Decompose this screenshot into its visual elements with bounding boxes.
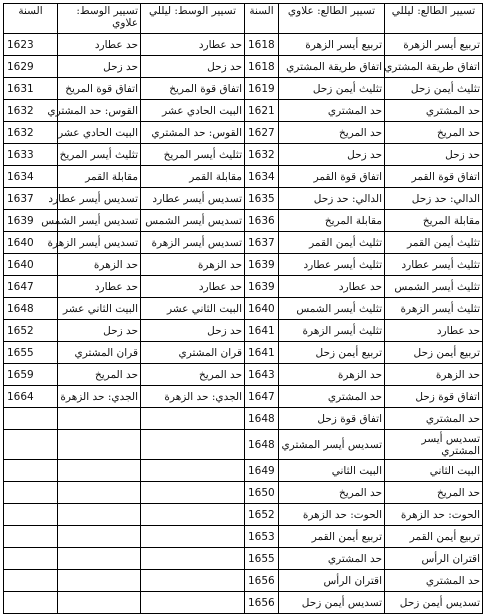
mid-alawi-cell: البيت الثاني عشر (58, 298, 141, 320)
year-asc-cell: 1639 (245, 254, 279, 276)
year-mid-cell: 1648 (4, 298, 58, 320)
table-row (4, 592, 483, 614)
asc-leili-cell: حد المشتري (385, 100, 483, 122)
table-row (4, 232, 483, 254)
year-asc-cell: 1619 (245, 78, 279, 100)
year-asc-cell: 1650 (245, 482, 279, 504)
year-mid-cell: 1633 (4, 144, 58, 166)
asc-alawi-cell: مقابلة المريخ (279, 210, 385, 232)
ephemeris-table (3, 3, 483, 614)
mid-alawi-cell: الجدي: حد الزهرة (58, 386, 141, 408)
header-row (4, 4, 483, 34)
asc-leili-cell: تثليث أيسر الزهرة (385, 298, 483, 320)
year-asc-cell: 1656 (245, 592, 279, 614)
mid-leili-cell: القوس: حد المشتري (141, 122, 245, 144)
table-row (4, 100, 483, 122)
year-asc-cell: 1649 (245, 460, 279, 482)
year-mid-cell (4, 504, 58, 526)
table-row (4, 254, 483, 276)
year-asc-cell: 1618 (245, 34, 279, 56)
asc-leili-cell: حد المشتري (385, 570, 483, 592)
asc-alawi-cell: تربيع أيسر الزهرة (279, 34, 385, 56)
table-row (4, 166, 483, 188)
asc-alawi-cell: حد المشتري (279, 100, 385, 122)
asc-leili-cell: تثليث أيسر الشمس (385, 276, 483, 298)
asc-alawi-cell: تربيع أيمن زحل (279, 342, 385, 364)
mid-alawi-cell: حد زحل (58, 56, 141, 78)
year-asc-cell: 1648 (245, 408, 279, 430)
table-row (4, 342, 483, 364)
header-asc-leili: تسيير الطالع: ليللي (385, 4, 483, 34)
mid-alawi-cell: قران المشتري (58, 342, 141, 364)
asc-leili-cell: اتفاق قوة زحل (385, 386, 483, 408)
table-row (4, 526, 483, 548)
asc-alawi-cell: البيت الثاني (279, 460, 385, 482)
mid-leili-cell: قران المشتري (141, 342, 245, 364)
mid-leili-cell (141, 592, 245, 614)
mid-alawi-cell: حد زحل (58, 320, 141, 342)
year-mid-cell: 1629 (4, 56, 58, 78)
year-mid-cell: 1655 (4, 342, 58, 364)
year-mid-cell: 1640 (4, 232, 58, 254)
table-row (4, 56, 483, 78)
asc-alawi-cell: اتفاق قوة زحل (279, 408, 385, 430)
asc-leili-cell: حد زحل (385, 144, 483, 166)
asc-alawi-cell: الحوت: حد الزهرة (279, 504, 385, 526)
table-row (4, 386, 483, 408)
mid-leili-cell: تسديس أيسر عطارد (141, 188, 245, 210)
table-row (4, 504, 483, 526)
mid-leili-cell: الجدي: حد الزهرة (141, 386, 245, 408)
asc-leili-cell: حد الزهرة (385, 364, 483, 386)
asc-leili-cell: الحوت: حد الزهرة (385, 504, 483, 526)
asc-leili-cell: الدالي: حد زحل (385, 188, 483, 210)
asc-alawi-cell: تسديس أيمن زحل (279, 592, 385, 614)
mid-leili-cell: حد عطارد (141, 276, 245, 298)
year-mid-cell: 1659 (4, 364, 58, 386)
asc-leili-cell: تثليث أيمن القمر (385, 232, 483, 254)
mid-alawi-cell: حد عطارد (58, 34, 141, 56)
year-asc-cell: 1652 (245, 504, 279, 526)
mid-leili-cell: تثليث أيسر المريخ (141, 144, 245, 166)
table-row (4, 570, 483, 592)
year-mid-cell: 1631 (4, 78, 58, 100)
asc-leili-cell: تثليث أيسر عطارد (385, 254, 483, 276)
asc-alawi-cell: اقتران الرأس (279, 570, 385, 592)
mid-leili-cell (141, 570, 245, 592)
table-row (4, 144, 483, 166)
table-row (4, 210, 483, 232)
year-asc-cell: 1636 (245, 210, 279, 232)
year-mid-cell: 1652 (4, 320, 58, 342)
year-asc-cell: 1656 (245, 570, 279, 592)
asc-leili-cell: حد المشتري (385, 408, 483, 430)
table-row (4, 34, 483, 56)
mid-alawi-cell: تسديس أيسر عطارد (58, 188, 141, 210)
year-asc-cell: 1647 (245, 386, 279, 408)
asc-alawi-cell: حد المشتري (279, 548, 385, 570)
mid-leili-cell: تسديس أيسر الزهرة (141, 232, 245, 254)
year-mid-cell: 1647 (4, 276, 58, 298)
mid-alawi-cell: مقابلة القمر (58, 166, 141, 188)
year-asc-cell: 1637 (245, 232, 279, 254)
asc-alawi-cell: اتفاق طريقة المشتري (279, 56, 385, 78)
header-mid-leili: تسيير الوسط: ليللي (141, 4, 245, 34)
table-row (4, 298, 483, 320)
asc-alawi-cell: تثليث أيمن زحل (279, 78, 385, 100)
year-asc-cell: 1635 (245, 188, 279, 210)
mid-alawi-cell (58, 408, 141, 430)
table-row (4, 430, 483, 460)
mid-alawi-cell: حد المريخ (58, 364, 141, 386)
mid-leili-cell: البيت الثاني عشر (141, 298, 245, 320)
year-mid-cell: 1634 (4, 166, 58, 188)
asc-leili-cell: مقابلة المريخ (385, 210, 483, 232)
asc-leili-cell: حد المريخ (385, 122, 483, 144)
asc-alawi-cell: حد المريخ (279, 482, 385, 504)
year-mid-cell (4, 570, 58, 592)
mid-leili-cell (141, 482, 245, 504)
mid-leili-cell: حد زحل (141, 56, 245, 78)
mid-leili-cell: البيت الحادي عشر (141, 100, 245, 122)
mid-leili-cell (141, 548, 245, 570)
year-asc-cell: 1655 (245, 548, 279, 570)
asc-alawi-cell: تربيع أيمن القمر (279, 526, 385, 548)
year-asc-cell: 1648 (245, 430, 279, 460)
year-mid-cell (4, 526, 58, 548)
year-asc-cell: 1640 (245, 298, 279, 320)
header-asc-alawi: تسيير الطالع: علاوي (279, 4, 385, 34)
year-mid-cell: 1623 (4, 34, 58, 56)
table-row (4, 482, 483, 504)
mid-leili-cell: حد الزهرة (141, 254, 245, 276)
asc-leili-cell: البيت الثاني (385, 460, 483, 482)
year-mid-cell (4, 460, 58, 482)
mid-alawi-cell (58, 526, 141, 548)
mid-alawi-cell (58, 570, 141, 592)
mid-alawi-cell (58, 482, 141, 504)
year-mid-cell: 1664 (4, 386, 58, 408)
mid-leili-cell (141, 460, 245, 482)
year-asc-cell: 1632 (245, 144, 279, 166)
table-row (4, 364, 483, 386)
asc-alawi-cell: تثليث أيسر الشمس (279, 298, 385, 320)
year-mid-cell (4, 482, 58, 504)
year-mid-cell: 1632 (4, 100, 58, 122)
asc-leili-cell: تثليث أيمن زحل (385, 78, 483, 100)
mid-leili-cell: حد المريخ (141, 364, 245, 386)
asc-leili-cell: تسديس أيسر المشتري (385, 430, 483, 460)
year-asc-cell: 1643 (245, 364, 279, 386)
header-mid-alawi: تسيير الوسط: علاوي (58, 4, 141, 34)
table-row (4, 188, 483, 210)
asc-leili-cell: حد المريخ (385, 482, 483, 504)
mid-alawi-cell: حد الزهرة (58, 254, 141, 276)
header-year-asc: السنة (245, 4, 279, 34)
table-body (4, 34, 483, 614)
mid-leili-cell: تسديس أيسر الشمس (141, 210, 245, 232)
year-mid-cell: 1632 (4, 122, 58, 144)
asc-leili-cell: تربيع أيسر الزهرة (385, 34, 483, 56)
asc-leili-cell: حد عطارد (385, 320, 483, 342)
year-asc-cell: 1639 (245, 276, 279, 298)
asc-alawi-cell: تسديس أيسر المشتري (279, 430, 385, 460)
year-mid-cell (4, 592, 58, 614)
year-asc-cell: 1621 (245, 100, 279, 122)
table-row (4, 78, 483, 100)
year-asc-cell: 1653 (245, 526, 279, 548)
mid-leili-cell (141, 504, 245, 526)
asc-leili-cell: تربيع أيمن القمر (385, 526, 483, 548)
asc-alawi-cell: حد المشتري (279, 386, 385, 408)
asc-alawi-cell: حد الزهرة (279, 364, 385, 386)
year-asc-cell: 1641 (245, 342, 279, 364)
mid-alawi-cell: تسديس أيسر الزهرة (58, 232, 141, 254)
mid-leili-cell: مقابلة القمر (141, 166, 245, 188)
mid-leili-cell (141, 430, 245, 460)
mid-alawi-cell: حد عطارد (58, 276, 141, 298)
year-mid-cell: 1639 (4, 210, 58, 232)
mid-leili-cell: اتفاق قوة المريخ (141, 78, 245, 100)
mid-alawi-cell: القوس: حد المشتري (58, 100, 141, 122)
mid-leili-cell: حد عطارد (141, 34, 245, 56)
year-asc-cell: 1618 (245, 56, 279, 78)
asc-leili-cell: اتفاق قوة القمر (385, 166, 483, 188)
mid-alawi-cell (58, 548, 141, 570)
header-year-mid: السنة (4, 4, 58, 34)
mid-leili-cell (141, 408, 245, 430)
mid-alawi-cell (58, 460, 141, 482)
table-row (4, 548, 483, 570)
mid-alawi-cell (58, 430, 141, 460)
asc-leili-cell: اتفاق طريقة المشتري (385, 56, 483, 78)
year-asc-cell: 1641 (245, 320, 279, 342)
asc-alawi-cell: تثليث أيسر عطارد (279, 254, 385, 276)
mid-alawi-cell (58, 592, 141, 614)
mid-alawi-cell: تسديس أيسر الشمس (58, 210, 141, 232)
year-asc-cell: 1634 (245, 166, 279, 188)
asc-leili-cell: تربيع أيمن زحل (385, 342, 483, 364)
mid-leili-cell: حد زحل (141, 320, 245, 342)
mid-leili-cell (141, 526, 245, 548)
asc-alawi-cell: حد زحل (279, 144, 385, 166)
year-mid-cell (4, 548, 58, 570)
mid-alawi-cell: تثليث أيسر المريخ (58, 144, 141, 166)
table-row (4, 408, 483, 430)
asc-leili-cell: تسديس أيمن زحل (385, 592, 483, 614)
year-mid-cell: 1640 (4, 254, 58, 276)
table-row (4, 460, 483, 482)
asc-leili-cell: اقتران الرأس (385, 548, 483, 570)
asc-alawi-cell: الدالي: حد زحل (279, 188, 385, 210)
table-row (4, 122, 483, 144)
asc-alawi-cell: حد عطارد (279, 276, 385, 298)
asc-alawi-cell: تثليث أيسر الزهرة (279, 320, 385, 342)
asc-alawi-cell: حد المريخ (279, 122, 385, 144)
mid-alawi-cell: اتفاق قوة المريخ (58, 78, 141, 100)
table-row (4, 320, 483, 342)
year-mid-cell: 1637 (4, 188, 58, 210)
mid-alawi-cell: البيت الحادي عشر (58, 122, 141, 144)
table-row (4, 276, 483, 298)
asc-alawi-cell: تثليث أيمن القمر (279, 232, 385, 254)
year-asc-cell: 1627 (245, 122, 279, 144)
mid-alawi-cell (58, 504, 141, 526)
year-mid-cell (4, 430, 58, 460)
asc-alawi-cell: اتفاق قوة القمر (279, 166, 385, 188)
year-mid-cell (4, 408, 58, 430)
